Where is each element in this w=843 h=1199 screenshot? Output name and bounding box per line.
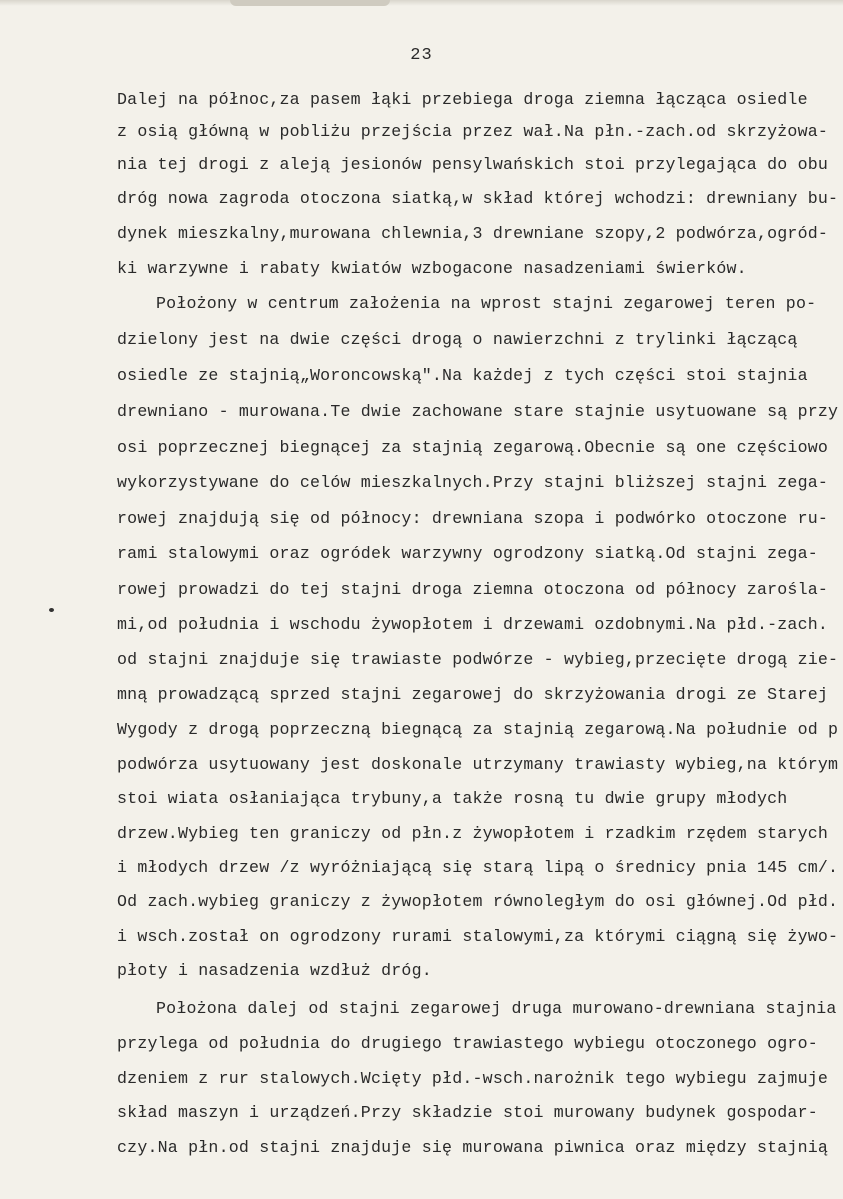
text-line: mną prowadzącą sprzed stajni zegarowej do skrzyżowania drogi ze Starej: [117, 685, 829, 704]
text-line: osi poprzecznej biegnącej za stajnią zegarową.Obecnie są one częściowo: [117, 438, 829, 457]
text-line: drewniano - murowana.Te dwie zachowane stare stajnie usytuowane są przy: [117, 402, 839, 421]
paper-smudge: [230, 0, 390, 6]
text-line: mi,od południa i wschodu żywopłotem i drzewami ozdobnymi.Na płd.-zach.: [117, 615, 829, 634]
paper-top-edge: [0, 0, 843, 6]
text-line: ki warzywne i rabaty kwiatów wzbogacone nasadzeniami świerków.: [117, 259, 747, 278]
margin-mark: [49, 608, 54, 612]
text-line: Dalej na północ,za pasem łąki przebiega droga ziemna łącząca osiedle: [117, 90, 808, 109]
text-line: wykorzystywane do celów mieszkalnych.Przy stajni bliższej stajni zega-: [117, 473, 829, 492]
text-line: Położony w centrum założenia na wprost stajni zegarowej teren po-: [156, 294, 817, 313]
text-line: rami stalowymi oraz ogródek warzywny ogrodzony siatką.Od stajni zega-: [117, 544, 818, 563]
page-number: 23: [410, 46, 433, 65]
text-line: rowej prowadzi do tej stajni droga ziemna otoczona od północy zaroślа-: [117, 580, 829, 599]
text-line: i wsch.został on ogrodzony rurami stalowymi,za którymi ciągną się żywo-: [117, 927, 839, 946]
text-line: przylega od południa do drugiego trawiastego wybiegu otoczonego ogro-: [117, 1034, 818, 1053]
text-line: osiedle ze stajnią„Woroncowską".Na każdej z tych części stoi stajnia: [117, 366, 808, 385]
text-line: czy.Na płn.od stajni znajduje się murowana piwnica oraz między stajnią: [117, 1138, 829, 1157]
text-line: dróg nowa zagroda otoczona siatką,w skład której wchodzi: drewniany bu-: [117, 189, 839, 208]
text-line: i młodych drzew /z wyróżniającą się starą lipą o średnicy pnia 145 cm/.: [117, 858, 839, 877]
text-line: z osią główną w pobliżu przejścia przez wał.Na płn.-zach.od skrzyżowa-: [117, 122, 829, 141]
text-line: od stajni znajduje się trawiaste podwórze - wybieg,przecięte drogą zie-: [117, 650, 839, 669]
text-line: dynek mieszkalny,murowana chlewnia,3 drewniane szopy,2 podwórza,ogród-: [117, 224, 829, 243]
text-line: Od zach.wybieg graniczy z żywopłotem równoległym do osi głównej.Od płd.: [117, 892, 839, 911]
text-line: płoty i nasadzenia wzdłuż dróg.: [117, 961, 432, 980]
text-line: drzew.Wybieg ten graniczy od płn.z żywopłotem i rzadkim rzędem starych: [117, 824, 829, 843]
text-line: skład maszyn i urządzeń.Przy składzie stoi murowany budynek gospodar-: [117, 1103, 818, 1122]
text-line: dzielony jest na dwie części drogą o nawierzchni z trylinki łączącą: [117, 330, 798, 349]
text-line: nia tej drogi z aleją jesionów pensylwańskich stoi przylegająca do obu: [117, 155, 829, 174]
text-line: rowej znajdują się od północy: drewniana szopa i podwórko otoczone ru-: [117, 509, 829, 528]
text-line: Wygody z drogą poprzeczną biegnącą za stajnią zegarową.Na południe od p: [117, 720, 839, 739]
text-line: stoi wiata osłaniająca trybuny,a także rosną tu dwie grupy młodych: [117, 789, 788, 808]
text-line: podwórza usytuowany jest doskonale utrzymany trawiasty wybieg,na którym: [117, 755, 839, 774]
text-line: Położona dalej od stajni zegarowej druga murowano-drewniana stajnia: [156, 999, 837, 1018]
text-line: dzeniem z rur stalowych.Wcięty płd.-wsch.narożnik tego wybiegu zajmuje: [117, 1069, 829, 1088]
